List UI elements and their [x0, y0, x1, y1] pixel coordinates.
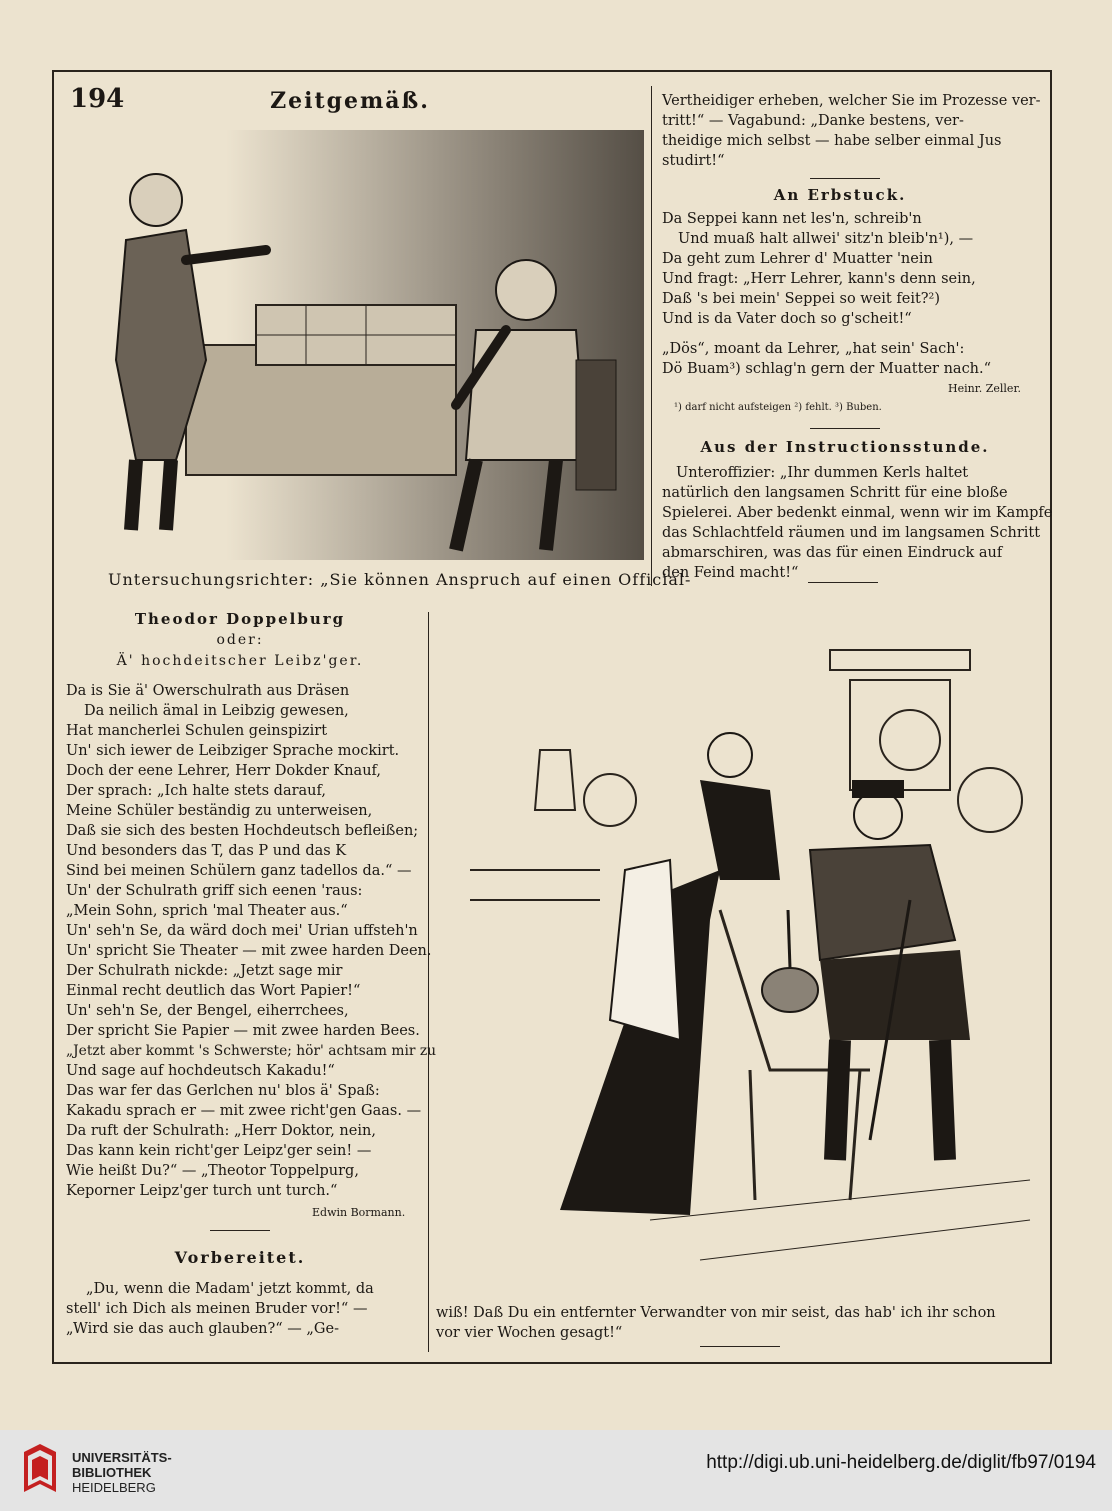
poem-line: Wie heißt Du?“ — „Theotor Toppelpurg,: [66, 1163, 359, 1179]
erbstuck-line-2: Und muaß halt allwei' sitz'n bleib'n¹), —: [678, 231, 974, 247]
column-rule-top: [651, 86, 652, 586]
library-logo-icon[interactable]: [20, 1442, 60, 1498]
poem-line: Das kann kein richt'ger Leipz'ger sein! —: [66, 1143, 372, 1159]
erbstuck-signature: Heinr. Zeller.: [948, 382, 1021, 395]
poem-line: Und besonders das T, das P und das K: [66, 843, 347, 859]
poem-line: Un' seh'n Se, da wärd doch mei' Urian uffsteh'n: [66, 923, 418, 939]
erbstuck-title: An Erbstuck.: [773, 186, 907, 204]
erbstuck-line-8: Dö Buam³) schlag'n gern der Muatter nach.“: [662, 361, 992, 377]
poem-line: Der sprach: „Ich halte stets darauf,: [66, 783, 326, 799]
footer-bar: [0, 1430, 1112, 1511]
institution-line: UNIVERSITÄTS-: [72, 1450, 172, 1465]
right-col-line-2: tritt!“ — Vagabund: „Danke bestens, ver-: [662, 113, 964, 129]
page-number: 194: [70, 84, 125, 114]
separator: [700, 1346, 780, 1347]
instruction-line-1: Unteroffizier: „Ihr dummen Kerls haltet: [676, 465, 969, 481]
separator: [810, 178, 880, 179]
right-col-line-4: studirt!“: [662, 153, 725, 169]
separator: [808, 582, 878, 583]
erbstuck-line-1: Da Seppei kann net les'n, schreib'n: [662, 211, 922, 227]
poem-line: Un' seh'n Se, der Bengel, eiherrchees,: [66, 1003, 349, 1019]
source-url-link[interactable]: http://digi.ub.uni-heidelberg.de/diglit/fb97/0194: [706, 1452, 1096, 1473]
poem-line: „Jetzt aber kommt 's Schwerste; hör' achtsam mir zu: [66, 1043, 437, 1059]
column-rule-bottom: [428, 612, 429, 1352]
instruction-line-3: Spielerei. Aber bedenkt einmal, wenn wir im Kampfe: [662, 505, 1053, 521]
doppelburg-title: Theodor Doppelburg: [134, 610, 346, 628]
separator: [810, 428, 880, 429]
poem-line: Meine Schüler beständig zu unterweisen,: [66, 803, 373, 819]
poem-line: Doch der eene Lehrer, Herr Dokder Knauf,: [66, 763, 381, 779]
doppelburg-signature: Edwin Bormann.: [312, 1206, 406, 1219]
poem-line: Das war fer das Gerlchen nu' blos ä' Spaß:: [66, 1083, 380, 1099]
poem-line: Einmal recht deutlich das Wort Papier!“: [66, 983, 361, 999]
institution-line: BIBLIOTHEK: [72, 1465, 152, 1480]
poem-line: Der Schulrath nickde: „Jetzt sage mir: [66, 963, 343, 979]
caption-top: Untersuchungsrichter: „Sie können Anspruch auf einen Official-: [108, 570, 692, 589]
institution-line: HEIDELBERG: [72, 1480, 156, 1495]
right-col-line-3: theidige mich selbst — habe selber einmal Jus: [662, 133, 1002, 149]
institution-name: [72, 1450, 172, 1495]
instruction-line-4: das Schlachtfeld räumen und im langsamen Schritt: [662, 525, 1041, 541]
poem-line: „Mein Sohn, sprich 'mal Theater aus.“: [66, 903, 348, 919]
erbstuck-line-7: „Dös“, moant da Lehrer, „hat sein' Sach':: [662, 341, 965, 357]
vorbereitet-continuation-1: wiß! Daß Du ein entfernter Verwandter von mir seist, das hab' ich ihr schon: [436, 1305, 996, 1321]
instruction-line-2: natürlich den langsamen Schritt für eine bloße: [662, 485, 1008, 501]
instruction-title: Aus der Instructionsstunde.: [700, 438, 990, 456]
erbstuck-line-5: Daß 's bei mein' Seppei so weit feit?²): [662, 291, 941, 307]
instruction-line-5: abmarschiren, was das für einen Eindruck auf: [662, 545, 1003, 561]
poem-line: Der spricht Sie Papier — mit zwee harden Bees.: [66, 1023, 420, 1039]
vorbereitet-line-1: „Du, wenn die Madam' jetzt kommt, da: [86, 1281, 374, 1297]
poem-line: Un' der Schulrath griff sich eenen 'raus:: [66, 883, 363, 899]
poem-line: Da neilich ämal in Leibzig gewesen,: [84, 703, 349, 719]
erbstuck-footnotes: ¹) darf nicht aufsteigen ²) fehlt. ³) Buben.: [674, 402, 882, 413]
doppelburg-subtitle-1: oder:: [216, 632, 264, 648]
kitchen-illustration: [450, 620, 1040, 1300]
erbstuck-line-6: Und is da Vater doch so g'scheit!“: [662, 311, 912, 327]
vorbereitet-title: Vorbereitet.: [174, 1248, 306, 1267]
vorbereitet-line-2: stell' ich Dich als meinen Bruder vor!“ —: [66, 1301, 368, 1317]
right-col-line-1: Vertheidiger erheben, welcher Sie im Prozesse ver-: [662, 93, 1041, 109]
doppelburg-subtitle-2: Ä' hochdeitscher Leibz'ger.: [116, 653, 364, 669]
vorbereitet-line-3: „Wird sie das auch glauben?“ — „Ge-: [66, 1321, 339, 1337]
poem-line: Da is Sie ä' Owerschulrath aus Dräsen: [66, 683, 350, 699]
erbstuck-line-4: Und fragt: „Herr Lehrer, kann's denn sein,: [662, 271, 976, 287]
separator: [210, 1230, 270, 1231]
running-title: Zeitgemäß.: [270, 88, 430, 114]
poem-line: Un' sich iewer de Leibziger Sprache mockirt.: [66, 743, 400, 759]
poem-line: Hat mancherlei Schulen geinspizirt: [66, 723, 328, 739]
poem-line: Und sage auf hochdeutsch Kakadu!“: [66, 1063, 335, 1079]
courtroom-illustration: [76, 130, 644, 560]
vorbereitet-continuation-2: vor vier Wochen gesagt!“: [436, 1325, 623, 1341]
poem-line: Kakadu sprach er — mit zwee richt'gen Gaas. —: [66, 1103, 422, 1119]
erbstuck-line-3: Da geht zum Lehrer d' Muatter 'nein: [662, 251, 933, 267]
poem-line: Un' spricht Sie Theater — mit zwee harden Deen.: [66, 943, 432, 959]
poem-line: Keporner Leipz'ger turch unt turch.“: [66, 1183, 338, 1199]
instruction-line-6: den Feind macht!“: [662, 565, 799, 581]
poem-line: Sind bei meinen Schülern ganz tadellos da.“ —: [66, 863, 412, 879]
poem-line: Daß sie sich des besten Hochdeutsch befleißen;: [66, 823, 419, 839]
poem-line: Da ruft der Schulrath: „Herr Doktor, nein,: [66, 1123, 376, 1139]
